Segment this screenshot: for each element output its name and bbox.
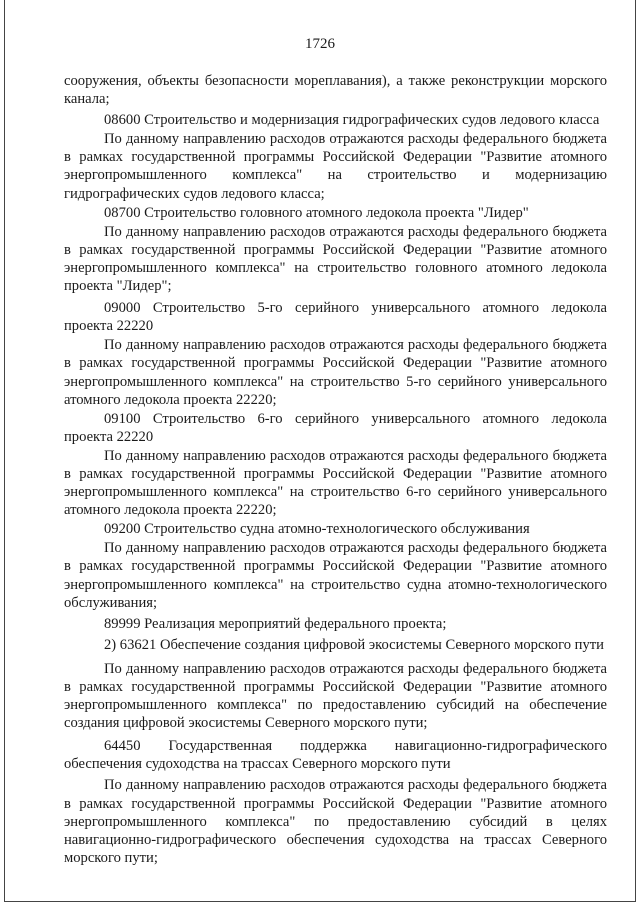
paragraph: По данному направлению расходов отражаются расходы федерального бюджета в рамках государственной программы Российской Федерации "Развитие атомного энергопромышленного комплекса" на строительство 5-го серийного универсального атомного ледокола проекта 22220; xyxy=(64,337,607,408)
paragraph-heading: 09100 Строительство 6-го серийного универсального атомного ледокола проекта 22220 xyxy=(64,410,607,445)
paragraph: По данному направлению расходов отражаются расходы федерального бюджета в рамках государственной программы Российской Федерации "Развитие атомного энергопромышленного комплекса" по предоставлению субсидий на обеспечение создания цифровой экосистемы Северного морского пути; xyxy=(64,660,607,732)
paragraph-heading: 89999 Реализация мероприятий федерального проекта; xyxy=(104,615,447,632)
paragraph: По данному направлению расходов отражаются расходы федерального бюджета в рамках государственной программы Российской Федерации "Развитие атомного энергопромышленного комплекса" на строительство и модернизацию гидрографических судов ледового класса; xyxy=(64,131,607,202)
paragraph-heading: 09000 Строительство 5-го серийного универсального атомного ледокола проекта 22220 xyxy=(64,300,607,335)
paragraph-heading: 64450 Государственная поддержка навигационно-гидрографического обеспечения судоходства на трассах Северного морского пути xyxy=(64,738,607,773)
paragraph: По данному направлению расходов отражаются расходы федерального бюджета в рамках государственной программы Российской Федерации "Развитие атомного энергопромышленного комплекса" на строительство 6-го серийного универсального атомного ледокола проекта 22220; xyxy=(64,447,607,519)
document-body xyxy=(64,72,607,867)
page-number: 1726 xyxy=(305,36,335,52)
paragraph-heading: 08700 Строительство головного атомного ледокола проекта "Лидер" xyxy=(104,204,529,221)
paragraph-heading: 08600 Строительство и модернизация гидрографических судов ледового класса xyxy=(104,112,600,129)
paragraph: По данному направлению расходов отражаются расходы федерального бюджета в рамках государственной программы Российской Федерации "Развитие атомного энергопромышленного комплекса" по предоставлению субсидий в целях навигационно-гидрографического обеспечения судоходства на трассах Северного морского пути; xyxy=(64,777,607,866)
paragraph: По данному направлению расходов отражаются расходы федерального бюджета в рамках государственной программы Российской Федерации "Развитие атомного энергопромышленного комплекса" на строительство головного атомного ледокола проекта "Лидер"; xyxy=(64,223,607,295)
paragraph-heading: 2) 63621 Обеспечение создания цифровой экосистемы Северного морского пути xyxy=(104,636,604,653)
paragraph: По данному направлению расходов отражаются расходы федерального бюджета в рамках государственной программы Российской Федерации "Развитие атомного энергопромышленного комплекса" на строительство судна атомно-технологического обслуживания; xyxy=(64,540,607,611)
paragraph-heading: 09200 Строительство судна атомно-технологического обслуживания xyxy=(104,521,530,538)
paragraph: сооружения, объекты безопасности мореплавания), а также реконструкции морского канала; xyxy=(64,73,607,108)
